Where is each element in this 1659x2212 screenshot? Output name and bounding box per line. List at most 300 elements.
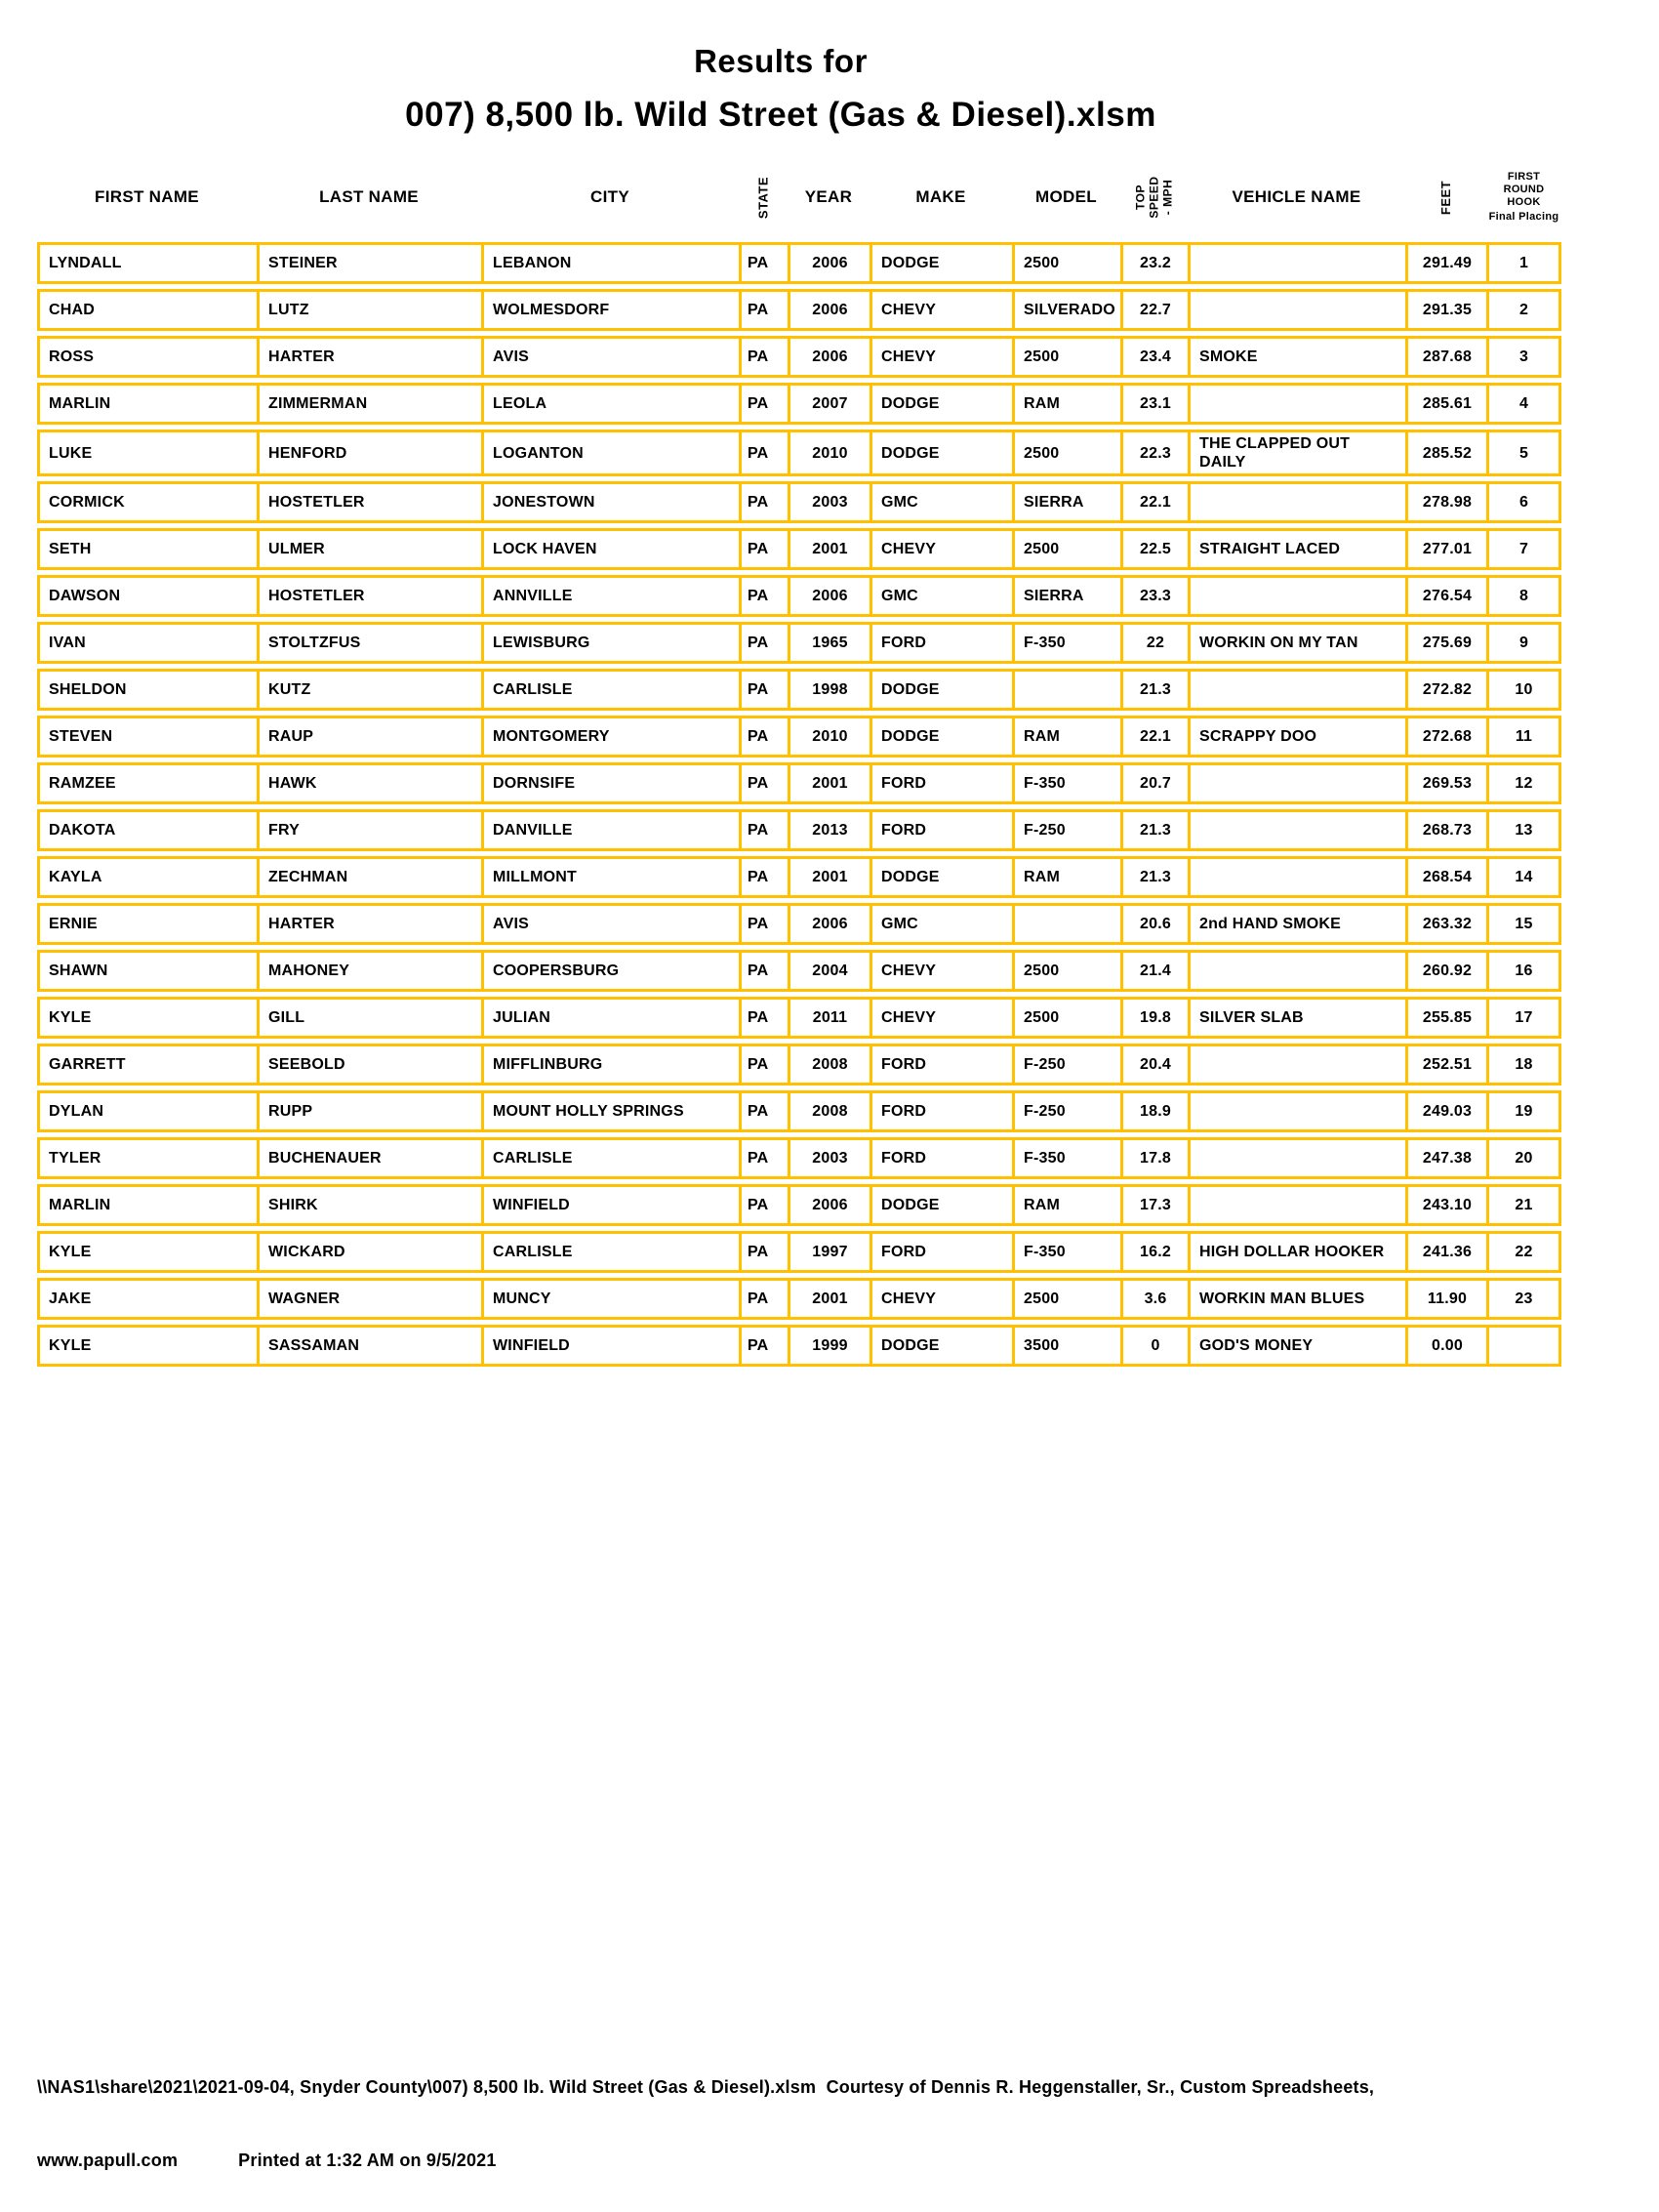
cell-make: DODGE [870, 716, 1012, 758]
cell-state: PA [739, 669, 788, 711]
col-header-label-rotated: FEET [1438, 180, 1453, 215]
cell-vehicle-name [1188, 289, 1405, 331]
col-header-state [739, 157, 788, 237]
cell-year: 2001 [788, 528, 870, 570]
cell-placing: 18 [1486, 1044, 1561, 1086]
cell-city: COOPERSBURG [481, 950, 739, 992]
cell-state: PA [739, 1137, 788, 1179]
cell-state: PA [739, 950, 788, 992]
cell-first-name: MARLIN [37, 1184, 257, 1226]
col-header-label: MAKE [915, 187, 966, 206]
page-title [0, 0, 1561, 135]
page-title-line2: 007) 8,500 lb. Wild Street (Gas & Diesel).xlsm [405, 96, 1156, 134]
cell-feet: 241.36 [1405, 1231, 1486, 1273]
cell-make: GMC [870, 903, 1012, 945]
cell-placing: 6 [1486, 481, 1561, 523]
col-header-label-rotated: TOP SPEED - MPH [1133, 176, 1175, 219]
cell-placing: 4 [1486, 383, 1561, 425]
cell-feet: 272.68 [1405, 716, 1486, 758]
cell-first-name: CHAD [37, 289, 257, 331]
cell-year: 2004 [788, 950, 870, 992]
cell-last-name: SASSAMAN [257, 1325, 481, 1367]
cell-vehicle-name: 2nd HAND SMOKE [1188, 903, 1405, 945]
col-header-model [1012, 157, 1120, 237]
table-row [37, 430, 1561, 476]
footer-line2 [37, 2151, 1647, 2171]
col-header-label: CITY [590, 187, 629, 206]
table-row [37, 289, 1561, 331]
cell-placing: 22 [1486, 1231, 1561, 1273]
cell-feet: 247.38 [1405, 1137, 1486, 1179]
col-header-label: FIRST NAME [95, 187, 199, 206]
cell-model: F-250 [1012, 809, 1120, 851]
col-header-top-speed [1120, 157, 1188, 237]
cell-city: AVIS [481, 903, 739, 945]
cell-feet: 275.69 [1405, 622, 1486, 664]
cell-placing: 12 [1486, 762, 1561, 804]
cell-placing: 5 [1486, 430, 1561, 476]
cell-top-speed: 21.3 [1120, 669, 1188, 711]
cell-vehicle-name: THE CLAPPED OUT DAILY [1188, 430, 1405, 476]
cell-last-name: WICKARD [257, 1231, 481, 1273]
cell-state: PA [739, 1090, 788, 1132]
cell-top-speed: 22 [1120, 622, 1188, 664]
cell-vehicle-name [1188, 669, 1405, 711]
cell-model: F-350 [1012, 762, 1120, 804]
cell-year: 2001 [788, 762, 870, 804]
cell-top-speed: 18.9 [1120, 1090, 1188, 1132]
cell-year: 2011 [788, 997, 870, 1039]
cell-first-name: TYLER [37, 1137, 257, 1179]
cell-year: 2003 [788, 1137, 870, 1179]
cell-year: 2007 [788, 383, 870, 425]
cell-top-speed: 20.4 [1120, 1044, 1188, 1086]
cell-state: PA [739, 336, 788, 378]
cell-model [1012, 903, 1120, 945]
cell-last-name: RAUP [257, 716, 481, 758]
results-table-body [37, 242, 1561, 1367]
cell-last-name: KUTZ [257, 669, 481, 711]
cell-last-name: RUPP [257, 1090, 481, 1132]
cell-year: 2006 [788, 903, 870, 945]
cell-feet: 285.61 [1405, 383, 1486, 425]
cell-make: CHEVY [870, 997, 1012, 1039]
cell-top-speed: 20.7 [1120, 762, 1188, 804]
cell-make: CHEVY [870, 289, 1012, 331]
cell-feet: 243.10 [1405, 1184, 1486, 1226]
cell-vehicle-name [1188, 1090, 1405, 1132]
cell-state: PA [739, 762, 788, 804]
table-row [37, 903, 1561, 945]
cell-first-name: JAKE [37, 1278, 257, 1320]
cell-placing: 21 [1486, 1184, 1561, 1226]
cell-state: PA [739, 1044, 788, 1086]
cell-first-name: MARLIN [37, 383, 257, 425]
cell-top-speed: 3.6 [1120, 1278, 1188, 1320]
cell-model: F-350 [1012, 622, 1120, 664]
table-row [37, 1044, 1561, 1086]
cell-year: 2006 [788, 575, 870, 617]
cell-first-name: KYLE [37, 1325, 257, 1367]
cell-first-name: RAMZEE [37, 762, 257, 804]
cell-top-speed: 23.1 [1120, 383, 1188, 425]
cell-make: FORD [870, 622, 1012, 664]
cell-year: 2006 [788, 1184, 870, 1226]
cell-year: 1997 [788, 1231, 870, 1273]
cell-city: JONESTOWN [481, 481, 739, 523]
cell-city: JULIAN [481, 997, 739, 1039]
cell-last-name: BUCHENAUER [257, 1137, 481, 1179]
cell-model: 2500 [1012, 336, 1120, 378]
cell-placing: 17 [1486, 997, 1561, 1039]
cell-vehicle-name: SCRAPPY DOO [1188, 716, 1405, 758]
cell-city: MONTGOMERY [481, 716, 739, 758]
cell-city: LOCK HAVEN [481, 528, 739, 570]
cell-model: 2500 [1012, 528, 1120, 570]
cell-first-name: CORMICK [37, 481, 257, 523]
cell-top-speed: 23.3 [1120, 575, 1188, 617]
cell-last-name: GILL [257, 997, 481, 1039]
cell-state: PA [739, 242, 788, 284]
cell-first-name: DAWSON [37, 575, 257, 617]
cell-first-name: GARRETT [37, 1044, 257, 1086]
cell-last-name: HARTER [257, 336, 481, 378]
cell-city: LOGANTON [481, 430, 739, 476]
cell-first-name: ROSS [37, 336, 257, 378]
cell-model: 2500 [1012, 430, 1120, 476]
cell-make: CHEVY [870, 528, 1012, 570]
cell-first-name: IVAN [37, 622, 257, 664]
cell-vehicle-name [1188, 950, 1405, 992]
cell-placing: 9 [1486, 622, 1561, 664]
cell-feet: 272.82 [1405, 669, 1486, 711]
cell-year: 2001 [788, 856, 870, 898]
cell-placing: 1 [1486, 242, 1561, 284]
cell-placing: 3 [1486, 336, 1561, 378]
cell-placing: 11 [1486, 716, 1561, 758]
cell-feet: 268.73 [1405, 809, 1486, 851]
table-row [37, 997, 1561, 1039]
cell-year: 2010 [788, 430, 870, 476]
cell-top-speed: 23.2 [1120, 242, 1188, 284]
cell-first-name: KYLE [37, 1231, 257, 1273]
cell-city: LEOLA [481, 383, 739, 425]
cell-model: F-250 [1012, 1044, 1120, 1086]
cell-city: LEBANON [481, 242, 739, 284]
cell-vehicle-name: WORKIN MAN BLUES [1188, 1278, 1405, 1320]
table-row [37, 575, 1561, 617]
table-row [37, 762, 1561, 804]
cell-vehicle-name [1188, 1044, 1405, 1086]
cell-model: F-350 [1012, 1231, 1120, 1273]
cell-city: MIFFLINBURG [481, 1044, 739, 1086]
cell-placing: 8 [1486, 575, 1561, 617]
footer-website: www.papull.com [37, 2151, 179, 2170]
footer-printed-at: Printed at 1:32 AM on 9/5/2021 [238, 2151, 497, 2170]
col-header-year [788, 157, 870, 237]
cell-make: DODGE [870, 856, 1012, 898]
cell-year: 1998 [788, 669, 870, 711]
cell-top-speed: 0 [1120, 1325, 1188, 1367]
cell-state: PA [739, 1184, 788, 1226]
cell-feet: 260.92 [1405, 950, 1486, 992]
cell-state: PA [739, 383, 788, 425]
col-header-city [481, 157, 739, 237]
cell-feet: 268.54 [1405, 856, 1486, 898]
table-row [37, 528, 1561, 570]
cell-state: PA [739, 622, 788, 664]
cell-model: F-350 [1012, 1137, 1120, 1179]
cell-top-speed: 22.1 [1120, 716, 1188, 758]
cell-top-speed: 21.3 [1120, 856, 1188, 898]
cell-top-speed: 21.3 [1120, 809, 1188, 851]
cell-vehicle-name [1188, 762, 1405, 804]
cell-feet: 285.52 [1405, 430, 1486, 476]
cell-state: PA [739, 856, 788, 898]
table-row [37, 856, 1561, 898]
cell-make: DODGE [870, 430, 1012, 476]
table-row [37, 1231, 1561, 1273]
cell-year: 2006 [788, 336, 870, 378]
cell-city: DORNSIFE [481, 762, 739, 804]
cell-last-name: HOSTETLER [257, 575, 481, 617]
cell-last-name: HARTER [257, 903, 481, 945]
col-header-label-rotated: STATE [755, 176, 771, 219]
cell-vehicle-name [1188, 575, 1405, 617]
cell-state: PA [739, 528, 788, 570]
cell-year: 2006 [788, 242, 870, 284]
cell-city: CARLISLE [481, 669, 739, 711]
cell-state: PA [739, 716, 788, 758]
cell-state: PA [739, 1278, 788, 1320]
table-row [37, 1137, 1561, 1179]
cell-first-name: KAYLA [37, 856, 257, 898]
cell-vehicle-name [1188, 242, 1405, 284]
cell-top-speed: 22.7 [1120, 289, 1188, 331]
cell-city: DANVILLE [481, 809, 739, 851]
cell-year: 2006 [788, 289, 870, 331]
cell-vehicle-name [1188, 1137, 1405, 1179]
cell-model: 3500 [1012, 1325, 1120, 1367]
cell-model: SILVERADO [1012, 289, 1120, 331]
page-footer [37, 2036, 1647, 2212]
cell-last-name: ULMER [257, 528, 481, 570]
cell-feet: 255.85 [1405, 997, 1486, 1039]
cell-top-speed: 16.2 [1120, 1231, 1188, 1273]
cell-feet: 287.68 [1405, 336, 1486, 378]
cell-model: 2500 [1012, 997, 1120, 1039]
cell-last-name: ZIMMERMAN [257, 383, 481, 425]
col-header-vehicle-name [1188, 157, 1405, 237]
cell-year: 2008 [788, 1090, 870, 1132]
cell-first-name: LUKE [37, 430, 257, 476]
cell-make: CHEVY [870, 950, 1012, 992]
table-row [37, 481, 1561, 523]
cell-feet: 291.35 [1405, 289, 1486, 331]
cell-year: 2003 [788, 481, 870, 523]
cell-last-name: MAHONEY [257, 950, 481, 992]
cell-feet: 0.00 [1405, 1325, 1486, 1367]
cell-vehicle-name [1188, 481, 1405, 523]
table-row [37, 669, 1561, 711]
cell-last-name: FRY [257, 809, 481, 851]
cell-last-name: SEEBOLD [257, 1044, 481, 1086]
cell-city: MOUNT HOLLY SPRINGS [481, 1090, 739, 1132]
col-header-label: MODEL [1035, 187, 1097, 206]
cell-last-name: LUTZ [257, 289, 481, 331]
cell-vehicle-name [1188, 1184, 1405, 1226]
cell-model: SIERRA [1012, 575, 1120, 617]
cell-city: LEWISBURG [481, 622, 739, 664]
cell-feet: 263.32 [1405, 903, 1486, 945]
table-row [37, 716, 1561, 758]
page-title-line1: Results for [694, 43, 868, 79]
col-header-first-name [37, 157, 257, 237]
cell-vehicle-name [1188, 809, 1405, 851]
cell-make: GMC [870, 575, 1012, 617]
table-row [37, 950, 1561, 992]
cell-year: 2010 [788, 716, 870, 758]
table-row [37, 1325, 1561, 1367]
cell-top-speed: 21.4 [1120, 950, 1188, 992]
cell-make: DODGE [870, 669, 1012, 711]
cell-make: CHEVY [870, 336, 1012, 378]
cell-vehicle-name: GOD'S MONEY [1188, 1325, 1405, 1367]
table-row [37, 242, 1561, 284]
table-row [37, 336, 1561, 378]
cell-model: 2500 [1012, 1278, 1120, 1320]
cell-vehicle-name: HIGH DOLLAR HOOKER [1188, 1231, 1405, 1273]
cell-year: 1965 [788, 622, 870, 664]
cell-make: FORD [870, 809, 1012, 851]
cell-state: PA [739, 1325, 788, 1367]
cell-placing: 10 [1486, 669, 1561, 711]
cell-placing: 20 [1486, 1137, 1561, 1179]
footer-file-path: \\NAS1\share\2021\2021-09-04, Snyder County\007) 8,500 lb. Wild Street (Gas & Diesel).xlsm Courtesy of Dennis R. Heggenstaller, Sr., Custom Spreadsheets, [37, 2077, 1375, 2097]
cell-first-name: DAKOTA [37, 809, 257, 851]
col-header-feet [1405, 157, 1486, 237]
cell-make: FORD [870, 762, 1012, 804]
cell-year: 2008 [788, 1044, 870, 1086]
cell-placing: 14 [1486, 856, 1561, 898]
cell-city: WOLMESDORF [481, 289, 739, 331]
cell-vehicle-name: SILVER SLAB [1188, 997, 1405, 1039]
cell-feet: 269.53 [1405, 762, 1486, 804]
cell-city: MILLMONT [481, 856, 739, 898]
table-row [37, 1184, 1561, 1226]
cell-placing [1486, 1325, 1561, 1367]
cell-vehicle-name: WORKIN ON MY TAN [1188, 622, 1405, 664]
cell-make: GMC [870, 481, 1012, 523]
cell-make: FORD [870, 1044, 1012, 1086]
col-header-label: LAST NAME [319, 187, 419, 206]
cell-top-speed: 17.8 [1120, 1137, 1188, 1179]
cell-model: RAM [1012, 1184, 1120, 1226]
cell-make: FORD [870, 1137, 1012, 1179]
cell-first-name: ERNIE [37, 903, 257, 945]
cell-city: AVIS [481, 336, 739, 378]
cell-placing: 23 [1486, 1278, 1561, 1320]
cell-make: DODGE [870, 1184, 1012, 1226]
cell-state: PA [739, 430, 788, 476]
cell-city: MUNCY [481, 1278, 739, 1320]
cell-placing: 13 [1486, 809, 1561, 851]
cell-city: WINFIELD [481, 1184, 739, 1226]
cell-city: CARLISLE [481, 1231, 739, 1273]
cell-make: DODGE [870, 1325, 1012, 1367]
cell-vehicle-name: SMOKE [1188, 336, 1405, 378]
cell-model: 2500 [1012, 242, 1120, 284]
cell-first-name: LYNDALL [37, 242, 257, 284]
cell-placing: 15 [1486, 903, 1561, 945]
cell-first-name: SHAWN [37, 950, 257, 992]
table-row [37, 383, 1561, 425]
cell-model: 2500 [1012, 950, 1120, 992]
cell-state: PA [739, 1231, 788, 1273]
cell-vehicle-name [1188, 856, 1405, 898]
cell-model: SIERRA [1012, 481, 1120, 523]
cell-model [1012, 669, 1120, 711]
cell-make: DODGE [870, 242, 1012, 284]
cell-make: FORD [870, 1090, 1012, 1132]
cell-year: 1999 [788, 1325, 870, 1367]
cell-make: DODGE [870, 383, 1012, 425]
cell-last-name: WAGNER [257, 1278, 481, 1320]
cell-feet: 291.49 [1405, 242, 1486, 284]
cell-last-name: STOLTZFUS [257, 622, 481, 664]
table-row [37, 1278, 1561, 1320]
cell-state: PA [739, 575, 788, 617]
cell-top-speed: 19.8 [1120, 997, 1188, 1039]
cell-make: FORD [870, 1231, 1012, 1273]
cell-top-speed: 20.6 [1120, 903, 1188, 945]
cell-placing: 16 [1486, 950, 1561, 992]
cell-top-speed: 22.3 [1120, 430, 1188, 476]
cell-last-name: HENFORD [257, 430, 481, 476]
cell-top-speed: 22.5 [1120, 528, 1188, 570]
col-header-first-round-hook: FIRST ROUND HOOK Final Placing [1488, 171, 1559, 223]
cell-last-name: SHIRK [257, 1184, 481, 1226]
cell-feet: 249.03 [1405, 1090, 1486, 1132]
cell-model: RAM [1012, 716, 1120, 758]
results-table [37, 152, 1561, 1372]
cell-state: PA [739, 481, 788, 523]
cell-top-speed: 23.4 [1120, 336, 1188, 378]
cell-top-speed: 22.1 [1120, 481, 1188, 523]
cell-city: ANNVILLE [481, 575, 739, 617]
col-header-make [870, 157, 1012, 237]
cell-feet: 277.01 [1405, 528, 1486, 570]
cell-year: 2013 [788, 809, 870, 851]
cell-state: PA [739, 289, 788, 331]
cell-model: RAM [1012, 383, 1120, 425]
cell-top-speed: 17.3 [1120, 1184, 1188, 1226]
cell-last-name: HAWK [257, 762, 481, 804]
cell-last-name: HOSTETLER [257, 481, 481, 523]
cell-model: RAM [1012, 856, 1120, 898]
table-row [37, 1090, 1561, 1132]
cell-feet: 252.51 [1405, 1044, 1486, 1086]
cell-first-name: KYLE [37, 997, 257, 1039]
cell-first-name: SETH [37, 528, 257, 570]
cell-model: F-250 [1012, 1090, 1120, 1132]
col-header-last-name [257, 157, 481, 237]
cell-placing: 19 [1486, 1090, 1561, 1132]
cell-last-name: ZECHMAN [257, 856, 481, 898]
cell-first-name: SHELDON [37, 669, 257, 711]
cell-vehicle-name: STRAIGHT LACED [1188, 528, 1405, 570]
cell-city: CARLISLE [481, 1137, 739, 1179]
